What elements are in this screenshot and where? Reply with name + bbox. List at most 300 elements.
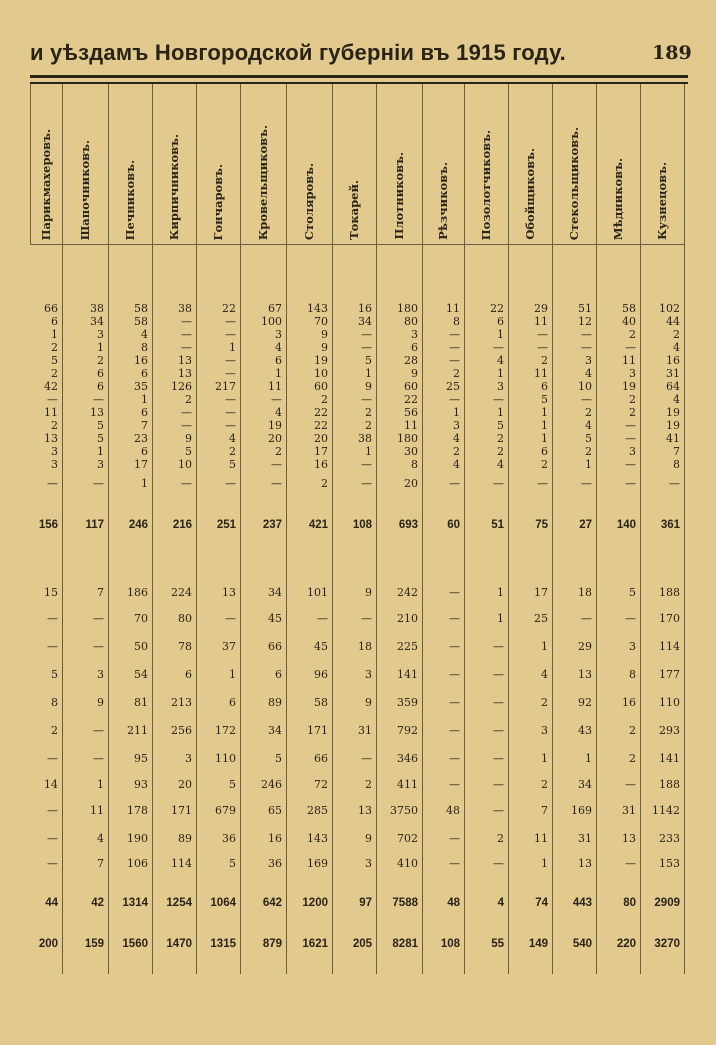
table-cell: — [669, 477, 680, 490]
table-cell: 93 [134, 778, 148, 791]
table-cell: 9 [321, 341, 328, 354]
table-cell: 35 [134, 380, 148, 393]
total-cell: 421 [308, 519, 328, 531]
table-cell: 190 [127, 832, 148, 845]
table-cell: — [271, 393, 282, 406]
table-cell: 16 [134, 354, 148, 367]
table-cell: — [271, 477, 282, 490]
table-cell: 1 [497, 367, 504, 380]
table-cell: 44 [666, 315, 680, 328]
table-cell: — [47, 857, 58, 870]
table-cell: 1 [453, 406, 460, 419]
total-cell: 2909 [654, 897, 680, 909]
table-cell: 10 [578, 380, 592, 393]
table-cell: — [225, 612, 236, 625]
column-header [152, 95, 196, 240]
table-cell: 2 [497, 445, 504, 458]
grand-total-cell: 55 [491, 938, 504, 950]
table-cell: — [625, 341, 636, 354]
table-cell: 9 [365, 586, 372, 599]
table-cell: 22 [314, 419, 328, 432]
table-cell: 19 [666, 406, 680, 419]
table-cell: 2 [629, 752, 636, 765]
table-cell: 11 [534, 315, 548, 328]
total-cell: 1200 [302, 897, 328, 909]
column-header-label: Токарей. [347, 180, 361, 240]
table-cell: — [361, 458, 372, 471]
table-cell: 19 [666, 419, 680, 432]
table-cell: — [93, 393, 104, 406]
table-cell: 1 [275, 367, 282, 380]
table-cell: 31 [666, 367, 680, 380]
table-cell: 2 [497, 432, 504, 445]
table-cell: 80 [404, 315, 418, 328]
table-cell: 5 [229, 857, 236, 870]
table-cell: 1 [541, 432, 548, 445]
table-cell: 172 [215, 724, 236, 737]
table-cell: 3 [275, 328, 282, 341]
table-cell: 141 [659, 752, 680, 765]
table-cell: 7 [97, 586, 104, 599]
total-cell: 237 [262, 519, 282, 531]
table-cell: 5 [365, 354, 372, 367]
column-header [240, 95, 286, 240]
table-cell: 70 [314, 315, 328, 328]
table-cell: 34 [578, 778, 592, 791]
table-cell: 2 [629, 406, 636, 419]
table-cell: 702 [397, 832, 418, 845]
total-cell: 4 [497, 897, 504, 909]
table-cell: 16 [358, 302, 372, 315]
total-cell: 117 [85, 519, 104, 531]
table-cell: 2 [365, 419, 372, 432]
table-cell: 2 [629, 724, 636, 737]
table-cell: 13 [44, 432, 58, 445]
grand-total-cell: 108 [440, 938, 460, 950]
total-cell: 27 [579, 519, 592, 531]
table-cell: 3 [629, 640, 636, 653]
table-cell: 50 [134, 640, 148, 653]
table-cell: 1 [365, 367, 372, 380]
table-cell: — [225, 367, 236, 380]
table-cell: 25 [446, 380, 460, 393]
table-cell: 92 [578, 696, 592, 709]
table-cell: 4 [275, 341, 282, 354]
table-cell: 65 [268, 804, 282, 817]
table-cell: 171 [171, 804, 192, 817]
table-cell: 5 [185, 445, 192, 458]
table-cell: 5 [275, 752, 282, 765]
table-cell: 1 [229, 668, 236, 681]
table-cell: — [449, 341, 460, 354]
table-cell: 1 [541, 406, 548, 419]
table-cell: — [181, 406, 192, 419]
grand-total-cell: 149 [528, 938, 548, 950]
table-cell: 6 [185, 668, 192, 681]
total-cell: 246 [128, 519, 148, 531]
table-cell: 114 [659, 640, 680, 653]
column-header [552, 95, 596, 240]
table-cell: — [181, 419, 192, 432]
table-cell: 3 [453, 419, 460, 432]
table-cell: — [449, 668, 460, 681]
table-cell: 6 [51, 315, 58, 328]
table-cell: — [225, 477, 236, 490]
table-cell: 9 [321, 328, 328, 341]
table-cell: 3 [585, 354, 592, 367]
table-cell: 5 [585, 432, 592, 445]
table-cell: — [361, 328, 372, 341]
total-cell: 693 [398, 519, 418, 531]
table-cell: 8 [411, 458, 418, 471]
column-header [286, 95, 332, 240]
table-cell: — [449, 857, 460, 870]
table-cell: — [225, 393, 236, 406]
table-cell: 80 [178, 612, 192, 625]
table-cell: — [493, 341, 504, 354]
table-cell: 13 [578, 857, 592, 870]
table-cell: 5 [629, 586, 636, 599]
table-cell: — [93, 612, 104, 625]
table-cell: 411 [397, 778, 418, 791]
grand-total-cell: 879 [262, 938, 282, 950]
table-cell: 22 [314, 406, 328, 419]
table-cell: 233 [659, 832, 680, 845]
table-cell: 6 [229, 696, 236, 709]
table-cell: 6 [497, 315, 504, 328]
table-cell: 792 [397, 724, 418, 737]
table-cell: 4 [453, 432, 460, 445]
table-cell: — [225, 419, 236, 432]
total-cell: 443 [572, 897, 592, 909]
table-cell: 1 [97, 445, 104, 458]
table-cell: — [449, 354, 460, 367]
table-cell: 2 [541, 778, 548, 791]
table-cell: 38 [178, 302, 192, 315]
total-cell: 140 [616, 519, 636, 531]
table-cell: 2 [185, 393, 192, 406]
column-header-label: Плотниковъ. [392, 152, 406, 240]
table-cell: — [493, 752, 504, 765]
table-cell: 177 [659, 668, 680, 681]
total-cell: 361 [660, 519, 680, 531]
column-header-label: Мѣдниковъ. [611, 157, 625, 240]
table-cell: 101 [307, 586, 328, 599]
table-cell: 5 [229, 458, 236, 471]
table-cell: 242 [397, 586, 418, 599]
table-cell: 34 [268, 724, 282, 737]
total-cell: 1064 [210, 897, 236, 909]
table-cell: 178 [127, 804, 148, 817]
table-cell: 9 [97, 696, 104, 709]
table-cell: 4 [497, 458, 504, 471]
table-cell: 34 [268, 586, 282, 599]
table-cell: — [449, 832, 460, 845]
table-cell: 95 [134, 752, 148, 765]
table-cell: 34 [358, 315, 372, 328]
table-cell: — [271, 458, 282, 471]
table-cell: 29 [534, 302, 548, 315]
table-cell: 43 [578, 724, 592, 737]
table-cell: — [493, 804, 504, 817]
table-cell: 2 [97, 354, 104, 367]
table-cell: 5 [51, 354, 58, 367]
table-cell: 114 [171, 857, 192, 870]
table-cell: 1 [141, 393, 148, 406]
table-cell: 19 [622, 380, 636, 393]
table-cell: 7 [141, 419, 148, 432]
page-title: и уѣздамъ Новгородской губерніи въ 1915 году. [30, 40, 566, 65]
table-cell: — [449, 778, 460, 791]
table-cell: 13 [578, 668, 592, 681]
table-cell: 1 [365, 445, 372, 458]
table-cell: 102 [659, 302, 680, 315]
column-header-label: Кузнецовъ. [655, 162, 669, 240]
table-cell: 66 [314, 752, 328, 765]
table-cell: 30 [404, 445, 418, 458]
table-cell: 67 [268, 302, 282, 315]
table-cell: 8 [51, 696, 58, 709]
table-cell: 2 [541, 696, 548, 709]
total-cell: 216 [172, 519, 192, 531]
table-cell: 1 [97, 778, 104, 791]
table-cell: — [361, 341, 372, 354]
total-cell: 1254 [166, 897, 192, 909]
table-cell: 170 [659, 612, 680, 625]
column-header-label: Столяровъ. [302, 162, 316, 240]
table-cell: 171 [307, 724, 328, 737]
table-cell: 186 [127, 586, 148, 599]
table-cell: 1 [497, 328, 504, 341]
grand-total-cell: 3270 [654, 938, 680, 950]
table-cell: 4 [673, 341, 680, 354]
table-cell: — [493, 393, 504, 406]
grand-total-cell: 1621 [302, 938, 328, 950]
table-cell: 25 [534, 612, 548, 625]
table-cell: 4 [453, 458, 460, 471]
table-cell: 2 [585, 445, 592, 458]
table-cell: 48 [446, 804, 460, 817]
column-header [30, 95, 62, 240]
table-cell: 3 [51, 445, 58, 458]
table-cell: — [625, 477, 636, 490]
table-cell: — [625, 432, 636, 445]
table-cell: 6 [275, 354, 282, 367]
table-cell: 22 [404, 393, 418, 406]
table-cell: 2 [629, 393, 636, 406]
table-cell: 410 [397, 857, 418, 870]
column-header-label: Печниковъ. [123, 159, 137, 240]
table-cell: — [449, 477, 460, 490]
table-cell: 81 [134, 696, 148, 709]
table-cell: 3 [541, 724, 548, 737]
table-cell: 9 [365, 380, 372, 393]
table-cell: — [225, 315, 236, 328]
table-cell: — [93, 640, 104, 653]
table-cell: — [361, 752, 372, 765]
table-cell: 4 [541, 668, 548, 681]
table-cell: 6 [141, 445, 148, 458]
table-cell: 31 [622, 804, 636, 817]
table-cell: 679 [215, 804, 236, 817]
table-cell: 28 [404, 354, 418, 367]
total-cell: 97 [359, 897, 372, 909]
table-cell: — [625, 612, 636, 625]
table-cell: — [493, 724, 504, 737]
table-cell: 5 [51, 668, 58, 681]
table-cell: 11 [268, 380, 282, 393]
column-header [596, 95, 640, 240]
table-cell: 66 [44, 302, 58, 315]
table-cell: 9 [365, 832, 372, 845]
table-cell: 9 [185, 432, 192, 445]
table-cell: 106 [127, 857, 148, 870]
table-cell: — [581, 612, 592, 625]
table-cell: 1 [141, 477, 148, 490]
table-cell: 22 [222, 302, 236, 315]
table-cell: 2 [497, 832, 504, 845]
table-cell: 89 [268, 696, 282, 709]
table-cell: — [449, 752, 460, 765]
table-cell: 4 [229, 432, 236, 445]
table-cell: 3 [497, 380, 504, 393]
table-cell: 36 [222, 832, 236, 845]
total-cell: 156 [38, 519, 58, 531]
total-cell: 42 [91, 897, 104, 909]
table-cell: 15 [44, 586, 58, 599]
column-header [640, 95, 684, 240]
table-cell: 2 [321, 477, 328, 490]
table-cell: — [493, 477, 504, 490]
table-cell: 1 [97, 341, 104, 354]
table-cell: 180 [397, 432, 418, 445]
total-cell: 51 [491, 519, 504, 531]
table-cell: 346 [397, 752, 418, 765]
column-header-label: Кирпичниковъ. [167, 133, 181, 240]
table-cell: 72 [314, 778, 328, 791]
table-cell: 38 [90, 302, 104, 315]
table-cell: 3 [365, 668, 372, 681]
table-cell: 58 [134, 315, 148, 328]
column-header-label: Гончаровъ. [211, 163, 225, 240]
table-cell: 3750 [390, 804, 418, 817]
table-cell: 110 [659, 696, 680, 709]
table-cell: — [93, 477, 104, 490]
table-cell: — [537, 477, 548, 490]
column-header [108, 95, 152, 240]
table-cell: — [47, 832, 58, 845]
table-cell: 7 [541, 804, 548, 817]
table-cell: — [181, 328, 192, 341]
table-cell: 36 [268, 857, 282, 870]
header-bottom-rule [30, 244, 684, 245]
table-cell: — [47, 612, 58, 625]
table-cell: 10 [314, 367, 328, 380]
table-cell: 16 [622, 696, 636, 709]
table-cell: — [181, 477, 192, 490]
table-cell: 1 [585, 458, 592, 471]
table-cell: 34 [90, 315, 104, 328]
table-cell: 5 [541, 393, 548, 406]
table-cell: 22 [490, 302, 504, 315]
table-cell: — [47, 640, 58, 653]
total-cell: 642 [262, 897, 282, 909]
grand-total-cell: 1315 [210, 938, 236, 950]
table-cell: — [581, 393, 592, 406]
table-cell: 2 [51, 419, 58, 432]
table-cell: 13 [178, 354, 192, 367]
table-cell: 6 [275, 668, 282, 681]
table-cell: 16 [666, 354, 680, 367]
table-cell: 8 [453, 315, 460, 328]
table-cell: 60 [314, 380, 328, 393]
table-cell: 141 [397, 668, 418, 681]
total-cell: 1314 [122, 897, 148, 909]
table-cell: 20 [404, 477, 418, 490]
table-cell: 1142 [652, 804, 680, 817]
table-cell: — [581, 477, 592, 490]
table-cell: 11 [534, 832, 548, 845]
table-cell: 37 [222, 640, 236, 653]
table-cell: 13 [622, 832, 636, 845]
table-cell: 23 [134, 432, 148, 445]
grand-total-cell: 8281 [392, 938, 418, 950]
table-cell: 4 [497, 354, 504, 367]
table-cell: — [493, 778, 504, 791]
table-cell: 31 [578, 832, 592, 845]
table-cell: 2 [51, 341, 58, 354]
table-cell: 5 [97, 432, 104, 445]
table-cell: 19 [314, 354, 328, 367]
table-cell: 41 [666, 432, 680, 445]
table-cell: 285 [307, 804, 328, 817]
table-cell: 13 [222, 586, 236, 599]
table-cell: 100 [261, 315, 282, 328]
table-cell: 2 [673, 328, 680, 341]
table-cell: 4 [141, 328, 148, 341]
column-header [376, 95, 422, 240]
table-cell: 4 [97, 832, 104, 845]
table-cell: 3 [411, 328, 418, 341]
table-cell: — [581, 341, 592, 354]
table-cell: 7 [97, 857, 104, 870]
table-cell: 64 [666, 380, 680, 393]
column-header [332, 95, 376, 240]
column-header-label: Стекольщиковъ. [567, 126, 581, 240]
table-cell: 20 [268, 432, 282, 445]
table-cell: 211 [127, 724, 148, 737]
column-header [196, 95, 240, 240]
table-cell: 5 [97, 419, 104, 432]
table-cell: 188 [659, 778, 680, 791]
table-cell: 143 [307, 302, 328, 315]
column-header-label: Рѣзчиковъ. [436, 162, 450, 240]
table-cell: 31 [358, 724, 372, 737]
table-cell: 1 [497, 586, 504, 599]
table-cell: 89 [178, 832, 192, 845]
table-cell: 6 [541, 445, 548, 458]
column-header-label: Парикмахеровъ. [39, 128, 53, 240]
table-cell: — [493, 857, 504, 870]
grand-total-cell: 1560 [122, 938, 148, 950]
table-cell: 2 [629, 328, 636, 341]
table-cell: — [581, 328, 592, 341]
table-cell: 3 [629, 445, 636, 458]
table-cell: — [449, 328, 460, 341]
table-cell: 8 [141, 341, 148, 354]
table-cell: — [625, 857, 636, 870]
table-cell: 3 [97, 668, 104, 681]
